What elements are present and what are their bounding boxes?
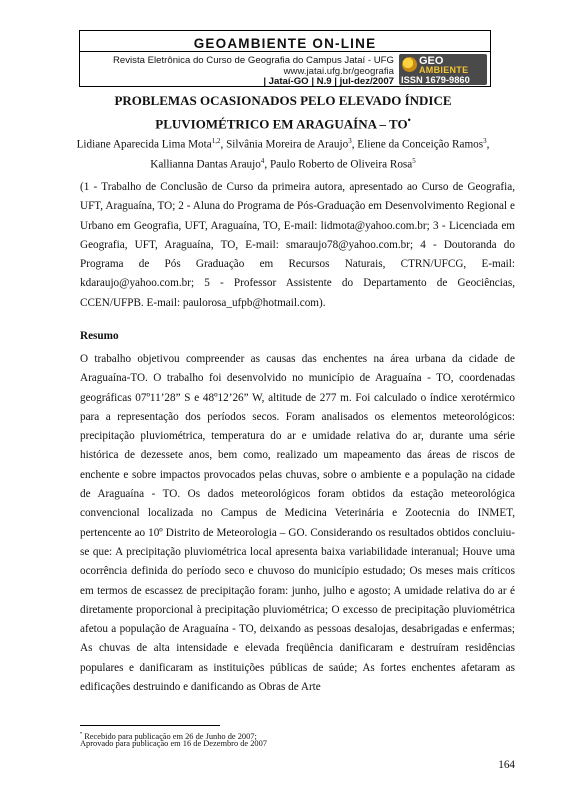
page-number: 164: [498, 759, 515, 771]
author-name: Paulo Roberto de Oliveira Rosa: [269, 158, 413, 171]
title-text-2: PLUVIOMÉTRICO EM ARAGUAÍNA – TO: [155, 116, 408, 132]
journal-name: GEOAMBIENTE ON-LINE: [193, 36, 377, 51]
issn: ISSN 1679-9860: [401, 75, 470, 85]
authors-line-1: Lidiane Aparecida Lima Mota$^{1,2}$, Silvânia Moreira de Araujo$^3$, Eliene da Conceição Ramos$^3$,: [76, 137, 490, 151]
title-text-1: PROBLEMAS OCASIONADOS PELO ELEVADO ÍNDICE: [114, 93, 452, 108]
footnote-received-text: Recebido para publicação em 26 de Junho de 2007;: [84, 731, 257, 741]
journal-issue: | Jataí-GO | N.9 | jul-dez/2007: [263, 76, 394, 87]
journal-subtitle: Revista Eletrônica do Curso de Geografia do Campus Jataí - UFG: [112, 55, 394, 66]
title-footnote-mark: •: [407, 115, 411, 125]
author-name: Lidiane Aparecida Lima Mota: [76, 138, 212, 151]
author-affiliation-mark: 4: [260, 157, 265, 165]
author-affiliation-mark: 5: [412, 157, 416, 165]
journal-header: [79, 30, 491, 87]
author-name: Silvânia Moreira de Araujo: [226, 138, 349, 151]
article-title-line-2: [60, 115, 506, 132]
affiliations: (1 - Trabalho de Conclusão de Curso da primeira autora, apresentado ao Curso de Geografia, UFT, Araguaína, TO; 2 - Aluna do Programa de Pós-Graduação em Desenvolvimento Regional e Urbano em Geografia, UFT, Araguaína, TO, E-mail: lidmota@yahoo.com.br; 3 - Licenciada em Geografia, UFT, Araguaína, TO, E-mail: smaraujo78@yahoo.com.br; 4 - Doutoranda do Programa de Pós Graduação em Recursos Naturais, CTRN/UFCG, E-mail: kdaraujo@yahoo.com.br; 5 - Professor Assistente do Departamento de Geociências, CCEN/UFPB. E-mail: paulorosa_ufpb@hotmail.com).: [80, 181, 515, 309]
author-name: Kallianna Dantas Araujo: [150, 158, 261, 171]
logo-text-ambiente: AMBIENTE: [419, 65, 469, 75]
authors-line-2: Kallianna Dantas Araujo$^4$, Paulo Roberto de Oliveira Rosa$^5$: [150, 157, 416, 171]
author-affiliation-mark: 3: [348, 137, 352, 145]
logo-text-geo: GEO: [419, 55, 444, 67]
author-affiliation-mark: 1,2: [211, 137, 221, 145]
author-name: Eliene da Conceição Ramos: [357, 138, 484, 151]
globe-icon: [402, 57, 417, 72]
footnote-mark: •: [80, 731, 83, 737]
abstract-text: O trabalho objetivou compreender as causas das enchentes na área urbana da cidade de Araguaína-TO. O trabalho foi desenvolvido no município de Araguaína - TO, coordenadas geográficas 07º11’28” S e 48º12’26” W, altitude de 277 m. Foi calculado o índice xerotérmico para a representação dos períodos secos. Foram analisados os elementos meteorológicos: precipitação pluviométrica, temperatura do ar e umidade relativa do ar, durante uma série histórica de dezessete anos, bem como, realizado um mapeamento das áreas de riscos de enchente e sobre impactos provocados pelas chuvas, sobre o ambiente e a população na cidade de Araguaína - TO. Os dados meteorológicos foram obtidos da estação meteorológica convencional localizada no Campus de Medicina Veterinária e Zootecnia do INMET, pertencente ao 10º Distrito de Meteorologia – GO. Considerando os resultados obtidos concluiu-se que: A precipitação pluviométrica local apresenta baixa variabilidade interanual; Houve uma ocorrência definida do período seco e chuvoso do município estudado; Os meses mais críticos em termos de escassez de precipitação foram: junho, julho e agosto; A umidade relativa do ar é diretamente proporcional à precipitação pluviométrica; O excesso de precipitação pluviométrica afetou a população de Araguaína - TO, deixando as pessoas desalojas, desabrigadas e enfermas; As chuvas de alta intensidade e elevada freqüência danificaram e destruíram residências populares e danificaram as instituições públicas de saúde; As fortes enchentes afetaram as edificações destruindo e danificando as Obras de Arte: [80, 353, 515, 694]
footnote-rule: [80, 725, 220, 726]
geoambiente-logo: [399, 54, 487, 85]
header-divider: [80, 51, 490, 52]
journal-url[interactable]: www.jatai.ufg.br/geografia: [283, 66, 394, 77]
section-heading: Resumo: [80, 330, 119, 342]
article-title-line-1: [60, 93, 506, 109]
author-affiliation-mark: 3: [483, 137, 487, 145]
footnote-approved: Aprovado para publicação em 16 de Dezembro de 2007: [80, 739, 267, 748]
